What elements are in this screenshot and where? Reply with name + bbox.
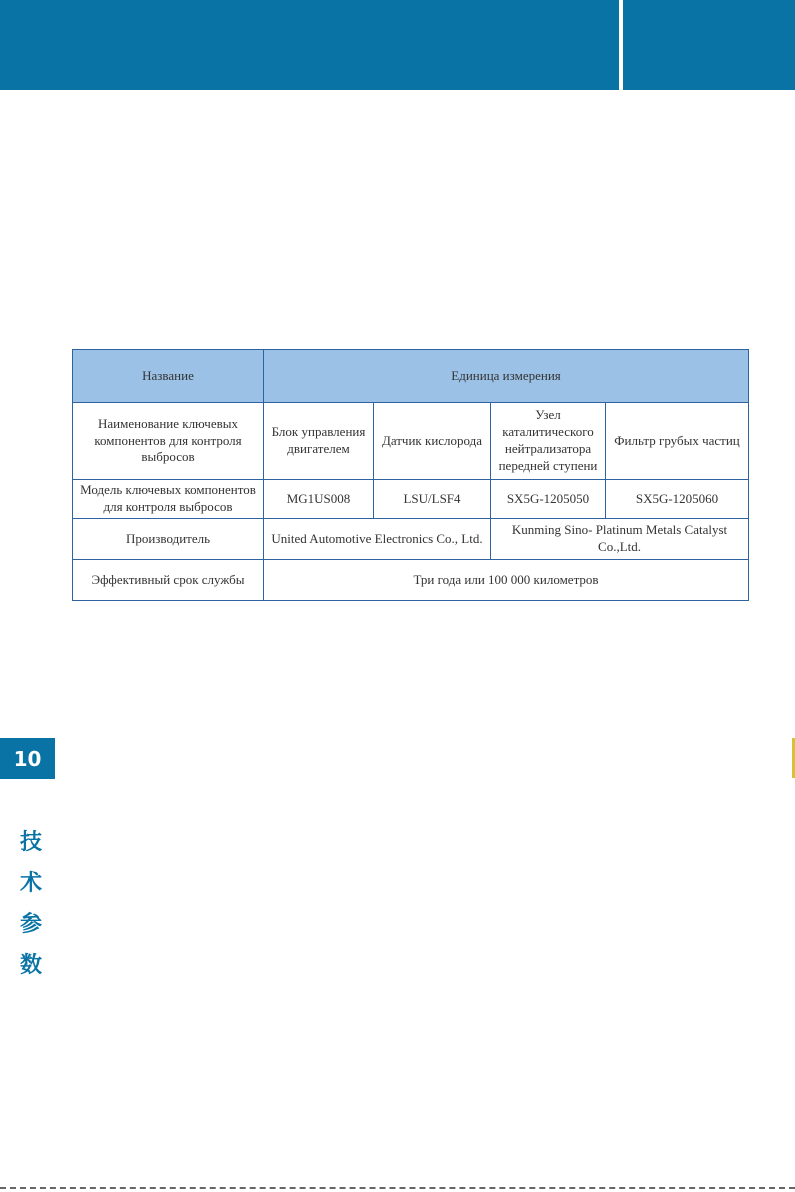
side-char: 参 [19, 912, 42, 937]
side-char: 数 [19, 953, 42, 978]
table-cell: Узел каталитического нейтрализатора передней ступени [491, 403, 606, 480]
table-cell: United Automotive Electronics Co., Ltd. [264, 519, 491, 560]
footer-rule [0, 1187, 795, 1189]
emission-components-table [72, 349, 749, 601]
side-section-label [14, 822, 48, 986]
header-name-cell: Название [73, 350, 264, 403]
emission-components-table-wrap [72, 349, 748, 601]
table-row [73, 403, 749, 480]
row-label: Наименование ключевых компонентов для контроля выбросов [73, 403, 264, 480]
side-char: 术 [19, 871, 42, 896]
side-char: 技 [19, 830, 42, 855]
table-header-row [73, 350, 749, 403]
table-cell: Блок управления двигателем [264, 403, 374, 480]
table-row [73, 519, 749, 560]
row-label: Эффективный срок службы [73, 560, 264, 601]
table-cell: Фильтр грубых частиц [606, 403, 749, 480]
row-label: Модель ключевых компонентов для контроля выбросов [73, 480, 264, 519]
table-cell: Три года или 100 000 километров [264, 560, 749, 601]
page-number-badge: 10 [0, 738, 55, 779]
table-cell: Датчик кислорода [374, 403, 491, 480]
table-cell: SX5G-1205060 [606, 480, 749, 519]
header-divider [619, 0, 623, 90]
table-cell: MG1US008 [264, 480, 374, 519]
header-unit-cell: Единица измерения [264, 350, 749, 403]
table-row [73, 560, 749, 601]
table-row [73, 480, 749, 519]
header-bar [0, 0, 795, 90]
table-cell: LSU/LSF4 [374, 480, 491, 519]
table-cell: SX5G-1205050 [491, 480, 606, 519]
table-cell: Kunming Sino- Platinum Metals Catalyst Co.,Ltd. [491, 519, 749, 560]
row-label: Производитель [73, 519, 264, 560]
